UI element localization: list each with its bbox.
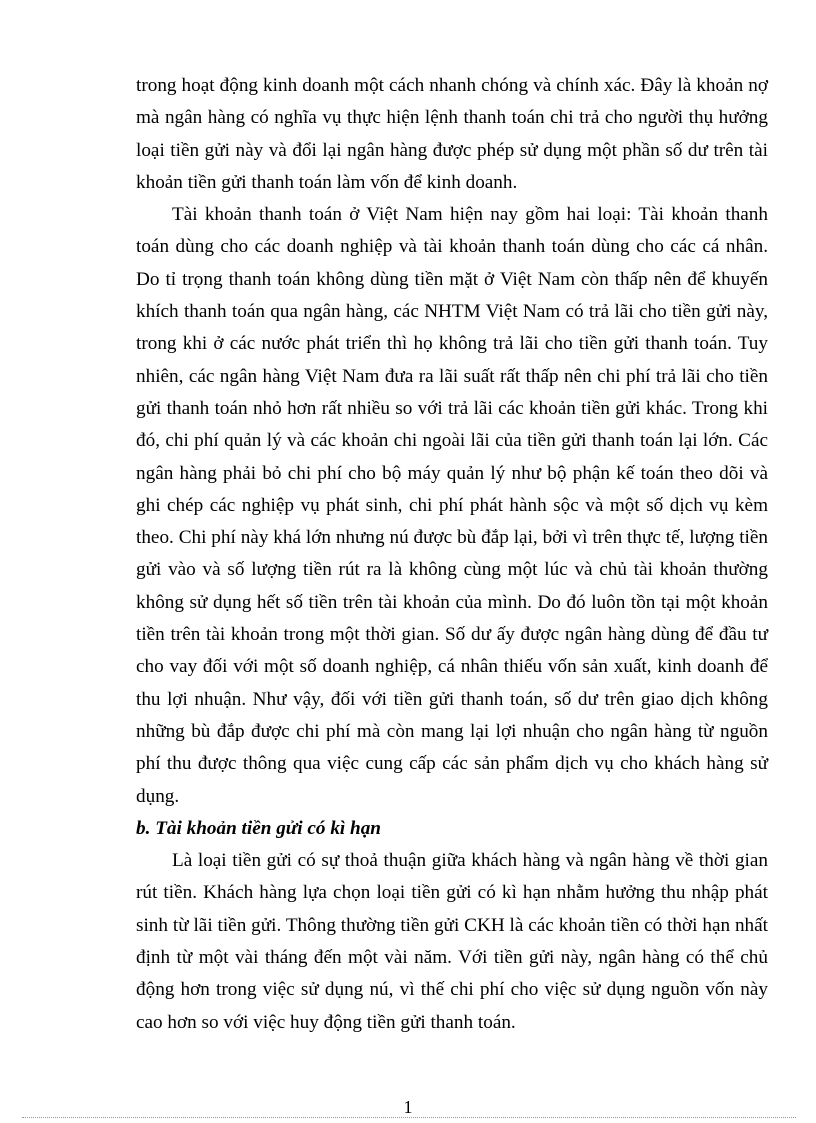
document-body (136, 70, 768, 1039)
paragraph-payment-accounts: Tài khoản thanh toán ở Việt Nam hiện nay gồm hai loại: Tài khoản thanh toán dùng cho các doanh nghiệp và tài khoản thanh toán dùng cho các cá nhân. Do tỉ trọng thanh toán không dùng tiền mặt ở Việt Nam còn thấp nên để khuyến khích thanh toán qua ngân hàng, các NHTM Việt Nam có trả lãi cho tiền gửi này, trong khi ở các nước phát triển thì họ không trả lãi cho tiền gửi thanh toán. Tuy nhiên, các ngân hàng Việt Nam đưa ra lãi suất rất thấp nên chi phí trả lãi cho tiền gửi thanh toán nhỏ hơn rất nhiều so với trả lãi các khoản tiền gửi khác. Trong khi đó, chi phí quản lý và các khoản chi ngoài lãi của tiền gửi thanh toán lại lớn. Các ngân hàng phải bỏ chi phí cho bộ máy quản lý như bộ phận kế toán theo dõi và ghi chép các nghiệp vụ phát sinh, chi phí phát hành sộc và một số dịch vụ kèm theo. Chi phí này khá lớn nhưng nú được bù đắp lại, bởi vì trên thực tế, lượng tiền gửi vào và số lượng tiền rút ra là không cùng một lúc và chủ tài khoản thường không sử dụng hết số tiền trên tài khoản của mình. Do đó luôn tồn tại một khoản tiền trên tài khoản trong một thời gian. Số dư ấy được ngân hàng dùng để đầu tư cho vay đối với một số doanh nghiệp, cá nhân thiếu vốn sản xuất, kinh doanh để thu lợi nhuận. Như vậy, đối với tiền gửi thanh toán, số dư trên giao dịch không những bù đắp được chi phí mà còn mang lại lợi nhuận cho ngân hàng từ nguồn phí thu được thông qua việc cung cấp các sản phẩm dịch vụ cho khách hàng sử dụng. (136, 204, 768, 807)
footer-divider (22, 1117, 796, 1118)
paragraph-term-deposit: Là loại tiền gửi có sự thoả thuận giữa khách hàng và ngân hàng về thời gian rút tiền. Khách hàng lựa chọn loại tiền gửi có kì hạn nhằm hưởng thu nhập phát sinh từ lãi tiền gửi. Thông thường tiền gửi CKH là các khoản tiền có thời hạn nhất định từ một vài tháng đến một vài năm. Với tiền gửi này, ngân hàng có thể chủ động hơn trong việc sử dụng nú, vì thế chi phí cho việc sử dụng nguồn vốn này cao hơn so với việc huy động tiền gửi thanh toán. (136, 850, 768, 1033)
section-heading-term-deposit: b. Tài khoản tiền gửi có kì hạn (136, 817, 381, 839)
paragraph-continuation: trong hoạt động kinh doanh một cách nhanh chóng và chính xác. Đây là khoản nợ mà ngân hàng có nghĩa vụ thực hiện lệnh thanh toán chi trả cho người thụ hưởng loại tiền gửi này và đổi lại ngân hàng được phép sử dụng một phần số dư trên tài khoản tiền gửi thanh toán làm vốn để kinh doanh. (136, 75, 768, 193)
page-number: 1 (403, 1097, 413, 1117)
